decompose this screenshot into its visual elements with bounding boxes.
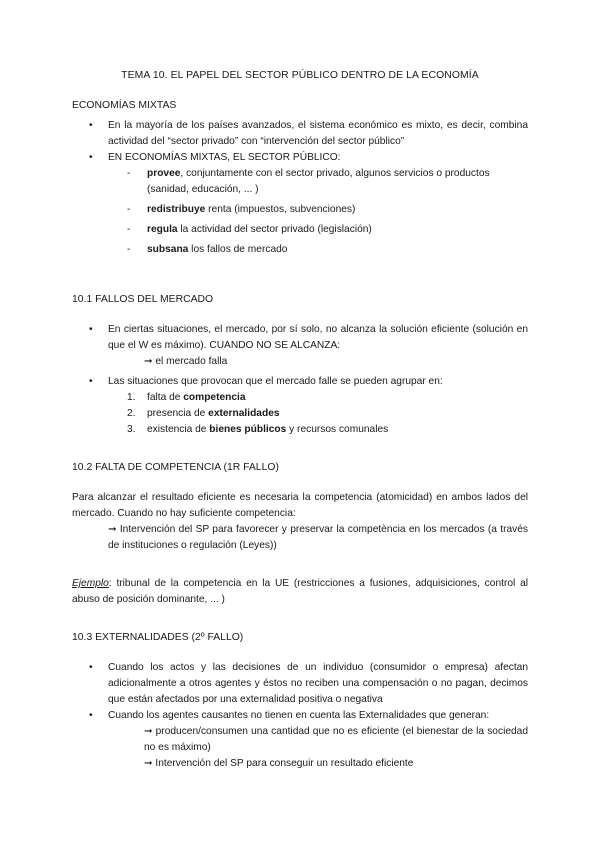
dash-item [72,222,528,238]
bold-term: bienes públicos [209,424,287,435]
dash-item [72,166,528,198]
dash-text: la actividad del sector privado (legislación) [177,224,372,235]
bullet-item: • EN ECONOMÍAS MIXTAS, EL SECTOR PÚBLICO: [72,150,528,166]
item-text: y recursos comunales [286,424,389,435]
arrow-item: ➞ el mercado falla [144,356,228,367]
document-page [72,68,528,772]
dash-text: renta (impuestos, subvenciones) [205,204,356,215]
bold-term: subsana [147,244,189,255]
bullet-item: • Cuando los agentes causantes no tienen en cuenta las Externalidades que generan: [72,708,528,724]
bold-term: regula [147,224,178,235]
numbered-item [72,422,528,438]
numbered-item [72,406,528,422]
bold-term: provee [147,168,181,179]
example-label: Ejemplo [72,578,109,589]
item-text: presencia de [147,408,209,419]
arrow-item: ➞ producen/consumen una cantidad que no es eficiente (el bienestar de la sociedad no es máximo) [144,726,528,753]
bullet-item: • En la mayoría de los países avanzados, el sistema económico es mixto, es decir, combina actividad del “sector privado” con “intervención del sector público” [72,118,528,150]
item-text: falta de [147,392,184,403]
bullet-item: • Las situaciones que provocan que el mercado falle se pueden agrupar en: [72,374,528,390]
heading-economias-mixtas: ECONOMÍAS MIXTAS [72,100,177,111]
arrow-item: ➞ Intervención del SP para conseguir un resultado eficiente [144,758,414,769]
bold-term: externalidades [208,408,280,419]
item-number: 2. [127,408,136,419]
bullet-item: • En ciertas situaciones, el mercado, por sí solo, no alcanza la solución eficiente (solución en que el W es máximo). CUANDO NO SE ALCANZA: [72,322,528,354]
dash-text: los fallos de mercado [188,244,288,255]
bold-term: competencia [183,392,246,403]
bullet-item: • Cuando los actos y las decisiones de un individuo (consumidor o empresa) afectan adicionalmente a otros agentes y éstos no reciben una compensación o no pagan, decimos que están afectados por una externalidad positiva o negativa [72,660,528,708]
dash-item [72,242,528,258]
dash-text: , conjuntamente con el sector privado, algunos servicios o productos (sanidad, educación, ... ) [147,168,490,195]
item-number: 1. [127,392,136,403]
bold-term: redistribuye [147,204,206,215]
item-number: 3. [127,424,136,435]
heading-falta-competencia: 10.2 FALTA DE COMPETENCIA (1R FALLO) [72,462,279,473]
heading-externalidades: 10.3 EXTERNALIDADES (2º FALLO) [72,632,244,643]
example-text: : tribunal de la competencia en la UE (restricciones a fusiones, adquisiciones, control al abuso de posición dominante, ... ) [72,578,528,605]
item-text: existencia de [147,424,210,435]
heading-fallos-mercado: 10.1 FALLOS DEL MERCADO [72,294,214,305]
numbered-item [72,390,528,406]
arrow-item: ➞ Intervención del SP para favorecer y preservar la competència en los mercados (a través de instituciones o regulación (Leyes)) [108,524,528,551]
dash-item [72,202,528,218]
example-paragraph [72,576,528,608]
paragraph: Para alcanzar el resultado eficiente es necesaria la competencia (atomicidad) en ambos lados del mercado. Cuando no hay suficiente competencia: [72,492,528,519]
page-title: TEMA 10. EL PAPEL DEL SECTOR PÚBLICO DENTRO DE LA ECONOMÍA [121,70,479,81]
